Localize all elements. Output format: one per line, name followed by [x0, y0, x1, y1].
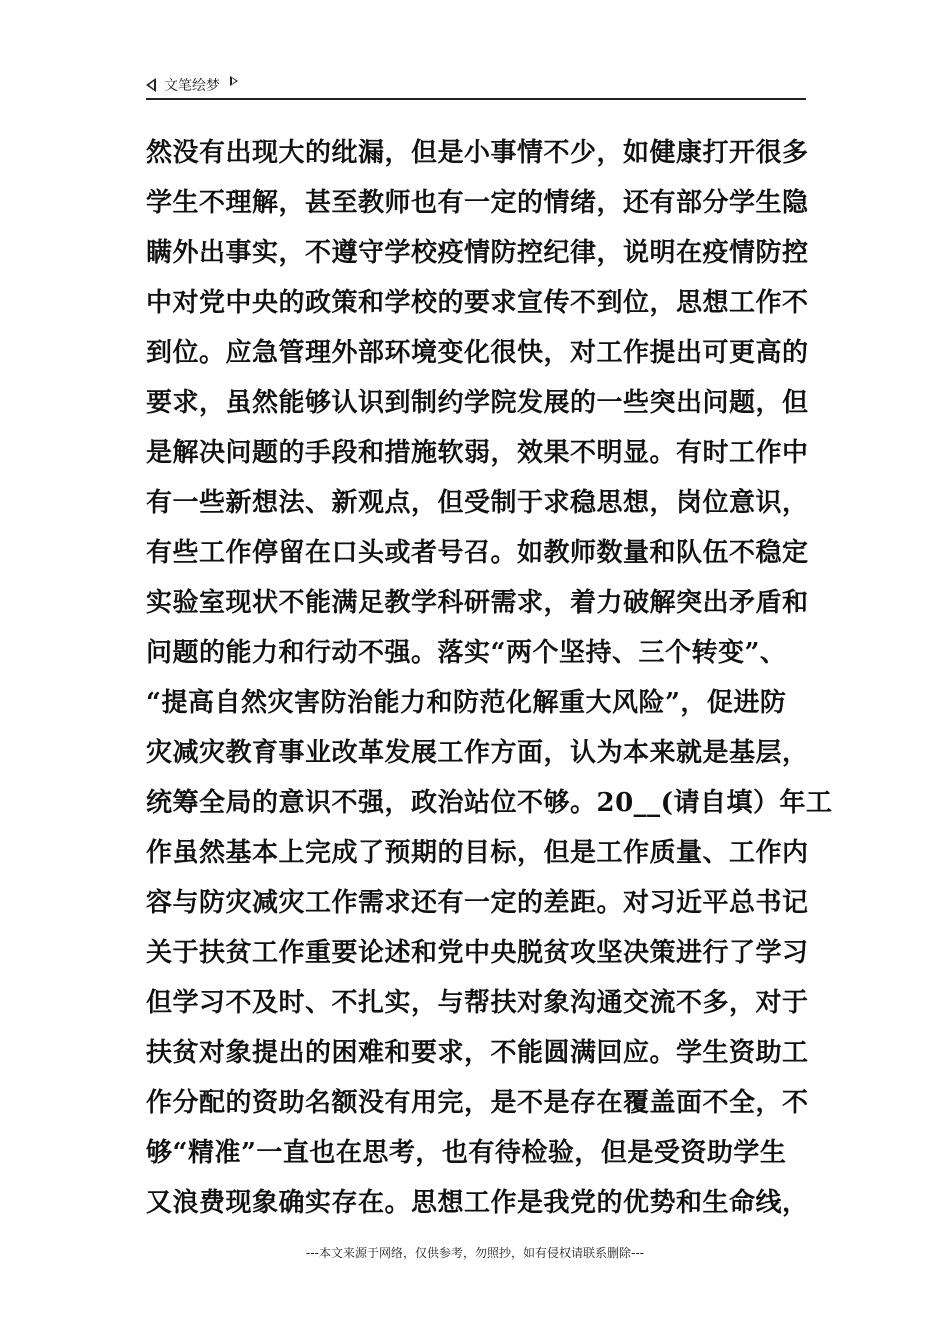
text-line: 作分配的资助名额没有用完，是不是存在覆盖面不全，不	[146, 1088, 809, 1118]
text-line: 瞒外出事实，不遵守学校疫情防控纪律，说明在疫情防控	[146, 238, 809, 268]
text-line: 作虽然基本上完成了预期的目标，但是工作质量、工作内	[146, 838, 809, 868]
header-brand	[146, 75, 238, 95]
text-line: 但学习不及时、不扎实，与帮扶对象沟通交流不多，对于	[146, 988, 809, 1018]
text-line: 学生不理解，甚至教师也有一定的情绪，还有部分学生隐	[146, 188, 809, 218]
triangle-right-icon	[230, 76, 238, 86]
text-line: 实验室现状不能满足教学科研需求，着力破解突出矛盾和	[146, 588, 809, 618]
text-line: “提高自然灾害防治能力和防范化解重大风险”，促进防	[146, 688, 787, 718]
text-line: 有一些新想法、新观点，但受制于求稳思想，岗位意识，	[146, 488, 809, 518]
text-line: 又浪费现象确实存在。思想工作是我党的优势和生命线，	[146, 1188, 809, 1218]
text-line: 要求，虽然能够认识到制约学院发展的一些突出问题，但	[146, 388, 809, 418]
text-line: 有些工作停留在口头或者号召。如教师数量和队伍不稳定	[146, 538, 809, 568]
text-line: 是解决问题的手段和措施软弱，效果不明显。有时工作中	[146, 438, 809, 468]
text-line: 然没有出现大的纰漏，但是小事情不少，如健康打开很多	[146, 138, 809, 168]
header-title: 文笔绘梦	[164, 78, 220, 94]
text-line: 问题的能力和行动不强。落实“两个坚持、三个转变”、	[146, 638, 787, 668]
text-line: 统筹全局的意识不强，政治站位不够。20__(请自填）年工	[146, 788, 833, 818]
page-footer: ---本文来源于网络，仅供参考，勿照抄，如有侵权请联系删除---	[306, 1246, 644, 1260]
document-body	[146, 128, 833, 1228]
text-line: 扶贫对象提出的困难和要求，不能圆满回应。学生资助工	[146, 1038, 809, 1068]
text-line: 到位。应急管理外部环境变化很快，对工作提出可更高的	[146, 338, 809, 368]
text-line: 关于扶贫工作重要论述和党中央脱贫攻坚决策进行了学习	[146, 938, 809, 968]
text-line: 够“精准”一直也在思考，也有待检验，但是受资助学生	[146, 1138, 787, 1168]
text-line: 中对党中央的政策和学校的要求宣传不到位，思想工作不	[146, 288, 809, 318]
text-line: 灾减灾教育事业改革发展工作方面，认为本来就是基层，	[146, 738, 809, 768]
page-header	[146, 70, 806, 100]
triangle-left-icon	[146, 78, 156, 92]
text-line: 容与防灾减灾工作需求还有一定的差距。对习近平总书记	[146, 888, 809, 918]
